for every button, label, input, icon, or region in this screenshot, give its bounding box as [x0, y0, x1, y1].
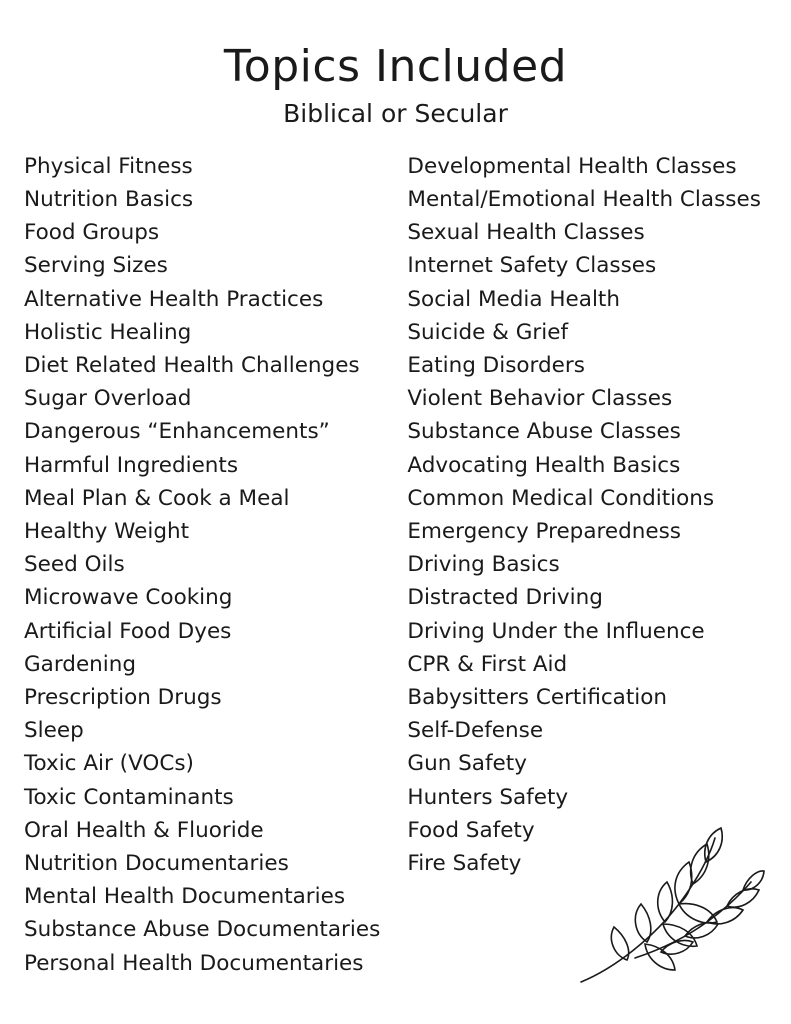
list-item: Physical Fitness [24, 153, 193, 179]
list-item: Sexual Health Classes [407, 220, 645, 246]
list-item: Artificial Food Dyes [24, 618, 232, 644]
list-item: Driving Under the Influence [407, 618, 705, 644]
list-item: Developmental Health Classes [407, 153, 737, 179]
list-item: Fire Safety [407, 850, 522, 876]
list-item: Sugar Overload [24, 386, 192, 412]
topics-right-column [395, 150, 769, 980]
list-item: Personal Health Documentaries [24, 950, 364, 976]
list-item: Food Safety [407, 817, 535, 843]
list-item: Healthy Weight [24, 518, 190, 544]
list-item: CPR & First Aid [407, 651, 568, 677]
list-item: Sleep [24, 718, 84, 744]
list-item: Emergency Preparedness [407, 518, 682, 544]
list-item: Diet Related Health Challenges [24, 352, 360, 378]
list-item: Holistic Healing [24, 319, 192, 345]
list-item: Toxic Air (VOCs) [24, 751, 194, 777]
page-title: Topics Included [223, 41, 568, 92]
list-item: Hunters Safety [407, 784, 569, 810]
list-item: Oral Health & Fluoride [24, 817, 264, 843]
list-item: Mental/Emotional Health Classes [407, 186, 761, 212]
list-item: Self-Defense [407, 718, 544, 744]
list-item: Meal Plan & Cook a Meal [24, 485, 290, 511]
list-item: Suicide & Grief [407, 319, 569, 345]
list-item: Gardening [24, 651, 137, 677]
list-item: Eating Disorders [407, 352, 585, 378]
list-item: Driving Basics [407, 552, 560, 578]
list-item: Babysitters Certification [407, 684, 668, 710]
list-item: Substance Abuse Classes [407, 419, 681, 445]
list-item: Serving Sizes [24, 253, 168, 279]
list-item: Mental Health Documentaries [24, 884, 346, 910]
list-item: Toxic Contaminants [24, 784, 234, 810]
list-item: Substance Abuse Documentaries [24, 917, 381, 943]
list-item: Common Medical Conditions [407, 485, 715, 511]
list-item: Violent Behavior Classes [407, 386, 673, 412]
list-item: Dangerous “Enhancements” [24, 419, 330, 445]
list-item: Microwave Cooking [24, 585, 233, 611]
list-item: Alternative Health Practices [24, 286, 324, 312]
list-item: Food Groups [24, 220, 160, 246]
list-item: Harmful Ingredients [24, 452, 239, 478]
list-item: Internet Safety Classes [407, 253, 657, 279]
list-item: Advocating Health Basics [407, 452, 681, 478]
list-item: Distracted Driving [407, 585, 603, 611]
list-item: Seed Oils [24, 552, 125, 578]
list-item: Nutrition Basics [24, 186, 194, 212]
list-item: Social Media Health [407, 286, 620, 312]
topics-columns [22, 150, 769, 980]
list-item: Nutrition Documentaries [24, 850, 289, 876]
page-subtitle: Biblical or Secular [283, 99, 508, 129]
topics-left-column [22, 150, 395, 980]
list-item: Gun Safety [407, 751, 527, 777]
list-item: Prescription Drugs [24, 684, 222, 710]
